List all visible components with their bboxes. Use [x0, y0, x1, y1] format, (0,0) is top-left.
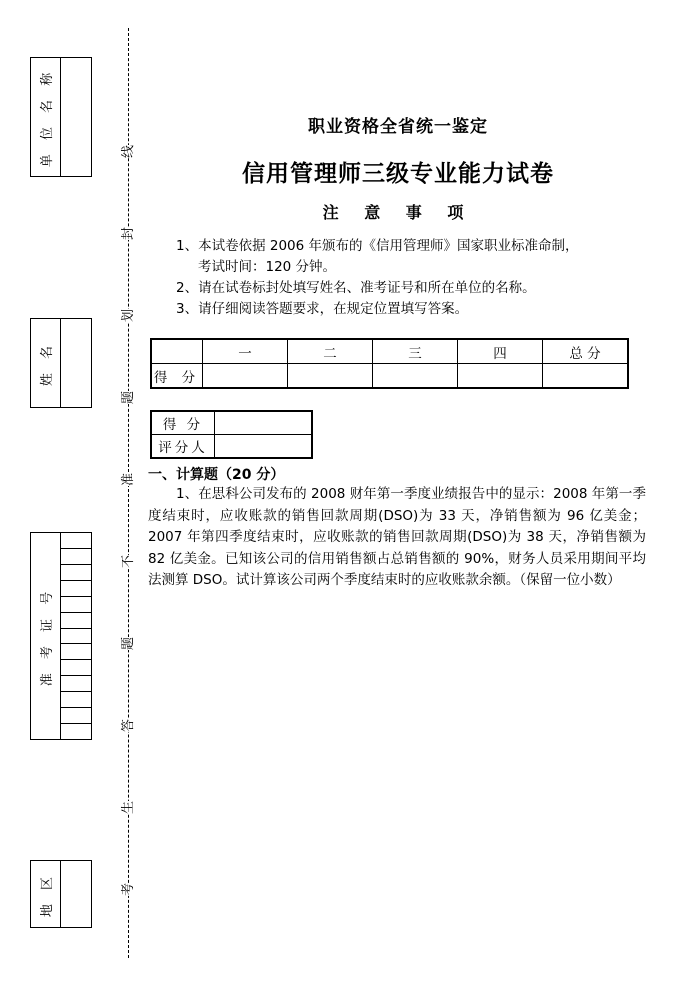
ticket-number-cell[interactable] — [61, 708, 91, 724]
stub-label-region — [31, 861, 61, 927]
stub-box-unit-name — [30, 57, 92, 177]
notice-item — [176, 278, 656, 299]
notice-item — [176, 236, 656, 278]
score-table-row-label: 得 分 — [151, 364, 203, 389]
stub-box-ticket-number — [30, 532, 92, 740]
ticket-number-cell[interactable] — [61, 692, 91, 708]
seal-line-character: 题 — [121, 636, 137, 651]
question-text: 1、在思科公司发布的 2008 财年第一季度业绩报告中的显示：2008 年第一季度结束时，应收账款的销售回款周期(DSO)为 33 天，净销售额为 96 亿美金；2007 年第四季度结束时，应收账款的销售回款周期(DSO)为 38 天，净销售额为 82 亿美金。已知该公司的信用销售额占总销售额的 90%，财务人员采用期间平均法测算 DSO。试计算该公司两个季度结束时的应收账款余额。（保留一位小数） — [148, 486, 646, 588]
ticket-number-cell[interactable] — [61, 724, 91, 739]
seal-line-character: 线 — [121, 144, 137, 159]
grader-table-value[interactable] — [215, 435, 313, 459]
ticket-number-cell[interactable] — [61, 676, 91, 692]
score-table-cell[interactable] — [203, 364, 288, 389]
seal-line-character: 不 — [121, 554, 137, 569]
seal-line-character: 封 — [121, 226, 137, 241]
ticket-number-cell[interactable] — [61, 597, 91, 613]
seal-line-character: 划 — [121, 308, 137, 323]
seal-line-character: 生 — [121, 800, 137, 815]
stub-label-text: 地 区 — [40, 871, 56, 917]
seal-line-character: 答 — [121, 718, 137, 733]
section-heading: 一、计算题（20 分） — [148, 467, 285, 483]
score-table-cell[interactable] — [288, 364, 373, 389]
stub-fill-unit-name[interactable] — [61, 58, 91, 176]
ticket-number-cell[interactable] — [61, 629, 91, 645]
stub-fill-candidate-name[interactable] — [61, 319, 91, 407]
stub-label-candidate-name — [31, 319, 61, 407]
score-table-cell[interactable] — [543, 364, 629, 389]
stub-fill-region[interactable] — [61, 861, 91, 927]
grader-table-label: 评分人 — [151, 435, 215, 459]
stub-box-candidate-name — [30, 318, 92, 408]
score-table-cell[interactable]: 三 — [373, 339, 458, 364]
notice-heading: 注 意 事 项 — [322, 203, 474, 222]
exam-title: 信用管理师三级专业能力试卷 — [242, 161, 554, 187]
seal-line-character: 题 — [121, 390, 137, 405]
seal-line-character: 准 — [121, 472, 137, 487]
seal-dashed-line — [128, 28, 131, 958]
score-table-cell[interactable]: 一 — [203, 339, 288, 364]
grader-table-row — [151, 411, 312, 435]
stub-label-unit-name — [31, 58, 61, 176]
ticket-number-grid[interactable] — [61, 533, 91, 739]
score-table-cell[interactable] — [373, 364, 458, 389]
notice-item-subtext: 考试时间：120 分钟。 — [198, 259, 337, 275]
ticket-number-cell[interactable] — [61, 549, 91, 565]
notice-list — [176, 236, 656, 320]
stub-label-text: 姓 名 — [40, 340, 56, 386]
ticket-number-cell[interactable] — [61, 533, 91, 549]
notice-item — [176, 299, 656, 320]
seal-line-character: 考 — [121, 882, 137, 897]
notice-item-text: 3、请仔细阅读答题要求，在规定位置填写答案。 — [176, 301, 469, 317]
stub-label-ticket-number — [31, 533, 61, 739]
exam-subtitle: 职业资格全省统一鉴定 — [308, 117, 488, 137]
ticket-number-cell[interactable] — [61, 644, 91, 660]
score-table-cell[interactable]: 总 分 — [543, 339, 629, 364]
ticket-number-cell[interactable] — [61, 613, 91, 629]
grader-table — [150, 410, 313, 459]
score-table-cell[interactable]: 二 — [288, 339, 373, 364]
score-table — [150, 338, 629, 389]
stub-label-text: 单 位 名 称 — [40, 67, 55, 167]
ticket-number-cell[interactable] — [61, 565, 91, 581]
score-table-row-label — [151, 339, 203, 364]
score-table-cell[interactable]: 四 — [458, 339, 543, 364]
notice-item-text: 2、请在试卷标封处填写姓名、准考证号和所在单位的名称。 — [176, 280, 536, 296]
notice-item-text: 1、本试卷依据 2006 年颁布的《信用管理师》国家职业标准命制， — [176, 238, 579, 254]
grader-table-value[interactable] — [215, 411, 313, 435]
stub-label-text: 准 考 证 号 — [40, 586, 55, 686]
grader-table-row — [151, 435, 312, 459]
ticket-number-cell[interactable] — [61, 660, 91, 676]
score-table-cell[interactable] — [458, 364, 543, 389]
score-table-score-row — [151, 364, 628, 389]
score-table-header-row — [151, 339, 628, 364]
stub-fill-ticket-number[interactable] — [61, 533, 91, 739]
grader-table-label: 得 分 — [151, 411, 215, 435]
exam-main-body — [148, 0, 682, 983]
stub-box-region — [30, 860, 92, 928]
ticket-number-cell[interactable] — [61, 581, 91, 597]
